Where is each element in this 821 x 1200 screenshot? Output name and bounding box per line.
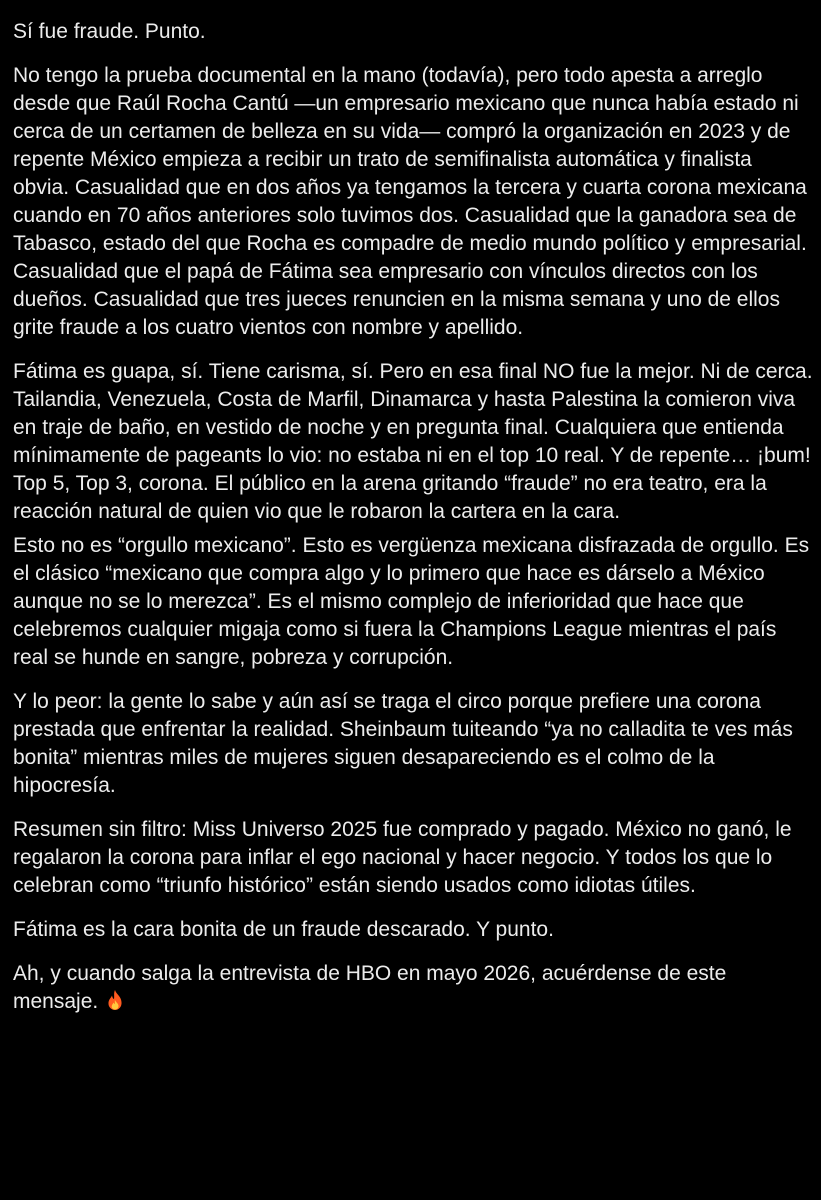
paragraph-8	[13, 960, 813, 1016]
paragraph-4: Esto no es “orgullo mexicano”. Esto es vergüenza mexicana disfrazada de orgullo. Es el clásico “mexicano que compra algo y lo primero que hace es dárselo a México aunque no se lo merezca”. Es el mismo complejo de inferioridad que hace que celebremos cualquier migaja como si fuera la Champions League mientras el país real se hunde en sangre, pobreza y corrupción.	[13, 534, 810, 669]
paragraph-2: No tengo la prueba documental en la mano (todavía), pero todo apesta a arreglo desde que Raúl Rocha Cantú —un empresario mexicano que nunca había estado ni cerca de un certamen de belleza en su vida— compró la organización en 2023 y de repente México empieza a recibir un trato de semifinalista automática y finalista obvia. Casualidad que en dos años ya tengamos la tercera y cuarta corona mexicana cuando en 70 años anteriores solo tuvimos dos. Casualidad que la ganadora sea de Tabasco, estado del que Rocha es compadre de medio mundo político y empresarial. Casualidad que el papá de Fátima sea empresario con vínculos directos con los dueños. Casualidad que tres jueces renuncien en la misma semana y uno de ellos grite fraude a los cuatro vientos con nombre y apellido.	[13, 64, 807, 339]
paragraph-5: Y lo peor: la gente lo sabe y aún así se traga el circo porque prefiere una corona prestada que enfrentar la realidad. Sheinbaum tuiteando “ya no calladita te ves más bonita” mientras miles de mujeres siguen desapareciendo es el colmo de la hipocresía.	[13, 690, 793, 797]
paragraph-6: Resumen sin filtro: Miss Universo 2025 fue comprado y pagado. México no ganó, le regalaron la corona para inflar el ego nacional y hacer negocio. Y todos los que lo celebran como “triunfo histórico” están siendo usados como idiotas útiles.	[13, 818, 792, 897]
paragraph-1: Sí fue fraude. Punto.	[13, 20, 206, 43]
paragraph-3: Fátima es guapa, sí. Tiene carisma, sí. Pero en esa final NO fue la mejor. Ni de cerca. Tailandia, Venezuela, Costa de Marfil, Dinamarca y hasta Palestina la comieron viva en traje de baño, en vestido de noche y en pregunta final. Cualquiera que entienda mínimamente de pageants lo vio: no estaba ni en el top 10 real. Y de repente… ¡bum! Top 5, Top 3, corona. El público en la arena gritando “fraude” no era teatro, era la reacción natural de quien vio que le robaron la cartera en la cara.	[13, 360, 813, 523]
paragraph-8-text: Ah, y cuando salga la entrevista de HBO en mayo 2026, acuérdense de este mensaje.	[13, 962, 727, 1013]
paragraph-7: Fátima es la cara bonita de un fraude descarado. Y punto.	[13, 918, 554, 941]
post-body	[13, 18, 813, 1032]
fire-icon	[106, 989, 124, 1011]
